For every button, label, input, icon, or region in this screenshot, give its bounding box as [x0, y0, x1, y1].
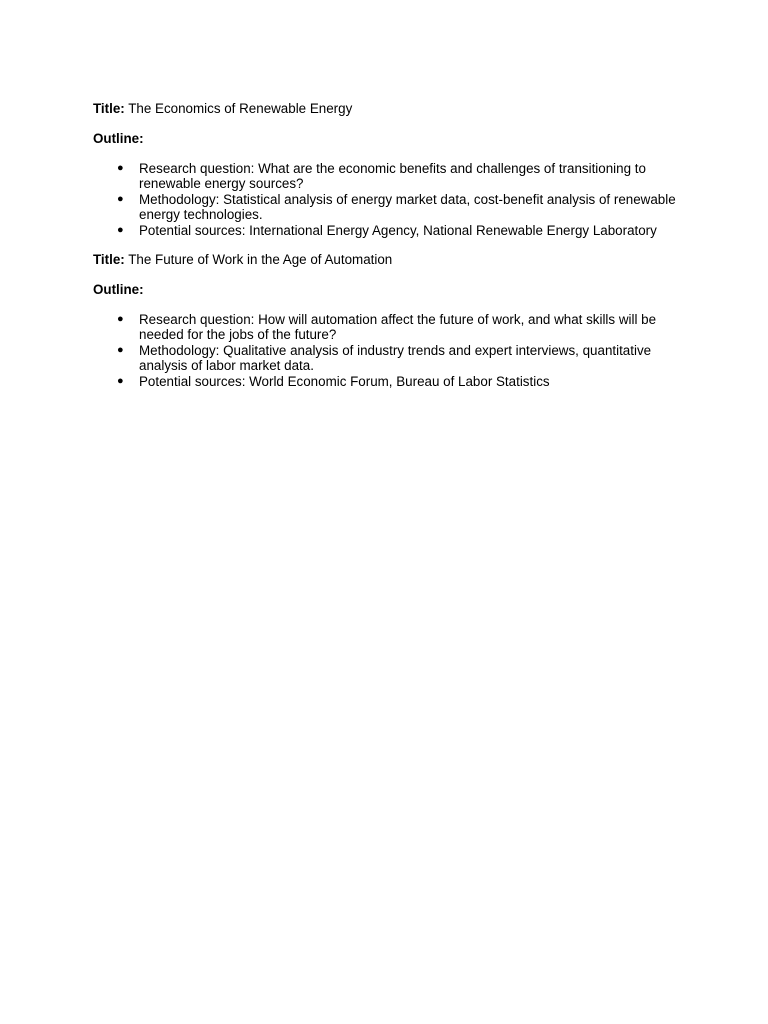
bullet-icon: ●	[117, 192, 124, 205]
bullet-icon: ●	[117, 343, 124, 356]
list-item-text: Methodology: Statistical analysis of energy market data, cost-benefit analysis of renewable energy technologies.	[139, 191, 676, 223]
list-item-text: Potential sources: International Energy Agency, National Renewable Energy Laboratory	[139, 222, 657, 238]
list-item	[93, 312, 693, 343]
outline-heading: Outline:	[93, 131, 144, 146]
section-title	[93, 252, 693, 268]
list-item-text: Research question: How will automation affect the future of work, and what skills will be needed for the jobs of the future?	[139, 312, 657, 343]
title-text: The Future of Work in the Age of Automation	[128, 252, 393, 268]
section-future-of-work	[93, 252, 693, 389]
list-item-text: Potential sources: World Economic Forum, Bureau of Labor Statistics	[139, 373, 550, 389]
document-body	[93, 101, 693, 389]
title-label: Title:	[93, 101, 125, 116]
outline-list	[93, 161, 693, 238]
section-title	[93, 101, 693, 117]
outline-list	[93, 312, 693, 389]
list-item	[93, 343, 693, 374]
bullet-icon: ●	[117, 313, 124, 326]
section-renewable-energy	[93, 101, 693, 238]
list-item-text: Methodology: Qualitative analysis of industry trends and expert interviews, quantitative analysis of labor market data.	[139, 342, 652, 374]
title-text: The Economics of Renewable Energy	[128, 101, 353, 116]
bullet-icon: ●	[117, 223, 124, 236]
bullet-icon: ●	[117, 162, 124, 174]
outline-heading: Outline:	[93, 282, 144, 298]
bullet-icon: ●	[117, 374, 124, 387]
list-item	[93, 374, 693, 389]
list-item-text: Research question: What are the economic benefits and challenges of transitioning to renewable energy sources?	[139, 161, 646, 192]
list-item	[93, 161, 693, 192]
list-item	[93, 223, 693, 238]
title-label: Title:	[93, 252, 125, 268]
list-item	[93, 192, 693, 223]
